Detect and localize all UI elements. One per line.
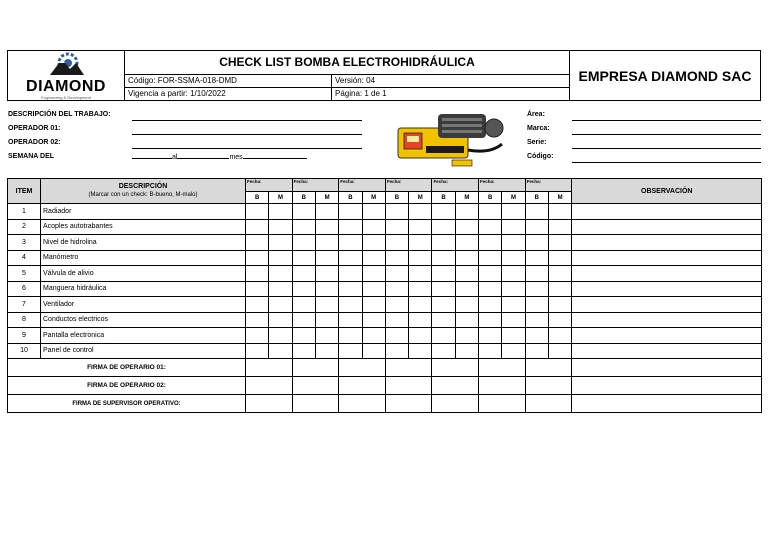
check-b-cell[interactable]	[432, 219, 455, 235]
check-b-cell[interactable]	[525, 343, 548, 359]
check-m-cell[interactable]	[548, 312, 571, 328]
table-row	[8, 297, 762, 313]
signature-observation[interactable]	[572, 359, 762, 377]
operador2-line[interactable]	[132, 148, 362, 149]
check-m-cell[interactable]	[502, 235, 525, 251]
observation-cell[interactable]	[572, 219, 762, 235]
check-b-cell[interactable]	[385, 235, 408, 251]
check-b-cell[interactable]	[479, 219, 502, 235]
check-b-cell[interactable]	[292, 297, 315, 313]
table-row	[8, 204, 762, 220]
table-row	[8, 219, 762, 235]
check-b-cell[interactable]	[525, 297, 548, 313]
marca-label: Marca:	[527, 125, 550, 132]
check-b-cell[interactable]	[525, 266, 548, 282]
check-b-cell[interactable]	[479, 343, 502, 359]
signature-observation[interactable]	[572, 377, 762, 395]
check-m-cell[interactable]	[362, 204, 385, 220]
check-m-cell[interactable]	[269, 266, 292, 282]
check-b-cell[interactable]	[479, 328, 502, 344]
table-row	[8, 281, 762, 297]
check-m-cell[interactable]	[548, 328, 571, 344]
fecha-header[interactable]: Fecha:	[525, 179, 572, 192]
b-header: B	[246, 192, 269, 204]
signature-cell[interactable]	[292, 395, 339, 413]
fecha-header[interactable]: Fecha:	[479, 179, 526, 192]
check-m-cell[interactable]	[269, 297, 292, 313]
item-number: 4	[8, 250, 41, 266]
signature-cell[interactable]	[385, 359, 432, 377]
check-b-cell[interactable]	[292, 266, 315, 282]
check-m-cell[interactable]	[502, 219, 525, 235]
check-b-cell[interactable]	[339, 297, 362, 313]
signature-observation[interactable]	[572, 395, 762, 413]
document-title: CHECK LIST BOMBA ELECTROHIDRÁULICA	[125, 51, 570, 75]
diamond-logo-icon	[46, 51, 86, 77]
m-header: M	[409, 192, 432, 204]
check-b-cell[interactable]	[246, 204, 269, 220]
check-b-cell[interactable]	[339, 235, 362, 251]
check-b-cell[interactable]	[246, 281, 269, 297]
check-b-cell[interactable]	[246, 328, 269, 344]
m-header: M	[362, 192, 385, 204]
check-b-cell[interactable]	[479, 297, 502, 313]
area-label: Área:	[527, 111, 545, 118]
check-m-cell[interactable]	[502, 312, 525, 328]
check-m-cell[interactable]	[548, 250, 571, 266]
logo-cell	[8, 51, 125, 101]
signature-cell[interactable]	[246, 377, 293, 395]
serie-label: Serie:	[527, 139, 547, 146]
check-b-cell[interactable]	[246, 219, 269, 235]
check-m-cell[interactable]	[315, 328, 338, 344]
check-m-cell[interactable]	[362, 328, 385, 344]
check-m-cell[interactable]	[362, 235, 385, 251]
check-b-cell[interactable]	[385, 297, 408, 313]
check-b-cell[interactable]	[246, 235, 269, 251]
check-b-cell[interactable]	[246, 312, 269, 328]
check-b-cell[interactable]	[479, 235, 502, 251]
item-header: ITEM	[8, 179, 41, 204]
semana-fields[interactable]	[132, 154, 307, 161]
m-header: M	[548, 192, 571, 204]
document-version: Versión: 04	[332, 74, 570, 87]
check-m-cell[interactable]	[455, 297, 478, 313]
check-b-cell[interactable]	[525, 235, 548, 251]
observation-cell[interactable]	[572, 328, 762, 344]
check-b-cell[interactable]	[525, 328, 548, 344]
table-row	[8, 312, 762, 328]
item-number: 6	[8, 281, 41, 297]
check-m-cell[interactable]	[455, 266, 478, 282]
document-code: Código: FOR-SSMA-018-DMD	[125, 74, 332, 87]
check-b-cell[interactable]	[479, 250, 502, 266]
check-b-cell[interactable]	[525, 312, 548, 328]
check-m-cell[interactable]	[269, 343, 292, 359]
check-m-cell[interactable]	[502, 266, 525, 282]
check-m-cell[interactable]	[269, 328, 292, 344]
signature-cell[interactable]	[525, 359, 572, 377]
check-m-cell[interactable]	[315, 312, 338, 328]
check-b-cell[interactable]	[385, 204, 408, 220]
check-b-cell[interactable]	[246, 297, 269, 313]
check-m-cell[interactable]	[362, 312, 385, 328]
check-m-cell[interactable]	[455, 281, 478, 297]
check-b-cell[interactable]	[432, 281, 455, 297]
check-b-cell[interactable]	[292, 235, 315, 251]
signature-cell[interactable]	[385, 377, 432, 395]
check-b-cell[interactable]	[432, 204, 455, 220]
signature-cell[interactable]	[339, 395, 386, 413]
check-m-cell[interactable]	[315, 219, 338, 235]
checklist-table	[7, 178, 762, 413]
item-description: Manguera hidráulica	[41, 281, 246, 297]
check-b-cell[interactable]	[339, 312, 362, 328]
check-b-cell[interactable]	[432, 297, 455, 313]
operador2-label: OPERADOR 02:	[8, 139, 61, 146]
signature-cell[interactable]	[432, 377, 479, 395]
observation-cell[interactable]	[572, 312, 762, 328]
check-m-cell[interactable]	[362, 343, 385, 359]
check-b-cell[interactable]	[525, 250, 548, 266]
table-row	[8, 266, 762, 282]
check-m-cell[interactable]	[548, 297, 571, 313]
check-m-cell[interactable]	[455, 250, 478, 266]
check-m-cell[interactable]	[548, 219, 571, 235]
descripcion-label: DESCRIPCIÓN DEL TRABAJO:	[8, 111, 111, 118]
signature-cell[interactable]	[385, 395, 432, 413]
item-number: 2	[8, 219, 41, 235]
check-m-cell[interactable]	[548, 281, 571, 297]
check-b-cell[interactable]	[339, 266, 362, 282]
m-header: M	[502, 192, 525, 204]
check-b-cell[interactable]	[292, 204, 315, 220]
item-description: Panel de control	[41, 343, 246, 359]
check-m-cell[interactable]	[455, 343, 478, 359]
company-name: EMPRESA DIAMOND SAC	[570, 51, 761, 101]
check-b-cell[interactable]	[432, 328, 455, 344]
check-b-cell[interactable]	[339, 328, 362, 344]
check-m-cell[interactable]	[409, 250, 432, 266]
document-vigencia: Vigencia a partir: 1/10/2022	[125, 87, 332, 100]
check-b-cell[interactable]	[246, 266, 269, 282]
check-b-cell[interactable]	[479, 204, 502, 220]
observation-cell[interactable]	[572, 281, 762, 297]
check-b-cell[interactable]	[292, 312, 315, 328]
item-number: 9	[8, 328, 41, 344]
check-b-cell[interactable]	[432, 250, 455, 266]
check-b-cell[interactable]	[432, 266, 455, 282]
item-number: 5	[8, 266, 41, 282]
check-b-cell[interactable]	[479, 266, 502, 282]
observation-cell[interactable]	[572, 343, 762, 359]
check-m-cell[interactable]	[269, 250, 292, 266]
codigo-line[interactable]	[572, 162, 761, 163]
codigo-label: Código:	[527, 153, 554, 160]
item-number: 10	[8, 343, 41, 359]
check-m-cell[interactable]	[269, 219, 292, 235]
check-m-cell[interactable]	[409, 297, 432, 313]
check-b-cell[interactable]	[292, 328, 315, 344]
check-m-cell[interactable]	[455, 235, 478, 251]
fecha-header[interactable]: Fecha:	[292, 179, 339, 192]
check-m-cell[interactable]	[269, 312, 292, 328]
check-b-cell[interactable]	[385, 312, 408, 328]
table-row	[8, 250, 762, 266]
check-b-cell[interactable]	[432, 312, 455, 328]
operador1-label: OPERADOR 01:	[8, 125, 61, 132]
signature-cell[interactable]	[246, 395, 293, 413]
check-m-cell[interactable]	[455, 312, 478, 328]
item-number: 1	[8, 204, 41, 220]
check-b-cell[interactable]	[432, 343, 455, 359]
signature-cell[interactable]	[339, 359, 386, 377]
check-b-cell[interactable]	[339, 219, 362, 235]
check-m-cell[interactable]	[409, 266, 432, 282]
item-number: 3	[8, 235, 41, 251]
signature-cell[interactable]	[479, 377, 526, 395]
check-m-cell[interactable]	[315, 297, 338, 313]
item-description: Válvula de alivio	[41, 266, 246, 282]
serie-line[interactable]	[572, 148, 761, 149]
check-m-cell[interactable]	[269, 204, 292, 220]
semana-label: SEMANA DEL	[8, 153, 55, 160]
check-m-cell[interactable]	[548, 266, 571, 282]
check-m-cell[interactable]	[362, 250, 385, 266]
firma-operario-02: FIRMA DE OPERARIO 02:	[8, 377, 246, 395]
check-b-cell[interactable]	[432, 235, 455, 251]
check-m-cell[interactable]	[315, 281, 338, 297]
m-header: M	[315, 192, 338, 204]
check-m-cell[interactable]	[315, 266, 338, 282]
fecha-header[interactable]: Fecha:	[246, 179, 293, 192]
check-m-cell[interactable]	[548, 204, 571, 220]
check-b-cell[interactable]	[246, 250, 269, 266]
check-m-cell[interactable]	[502, 297, 525, 313]
semana-al: al	[172, 154, 178, 161]
description-title: DESCRIPCIÓN	[118, 183, 168, 190]
item-description: Nivel de hidrolina	[41, 235, 246, 251]
check-m-cell[interactable]	[362, 297, 385, 313]
b-header: B	[292, 192, 315, 204]
signature-cell[interactable]	[479, 359, 526, 377]
signature-cell[interactable]	[339, 377, 386, 395]
check-m-cell[interactable]	[315, 235, 338, 251]
fecha-header[interactable]: Fecha:	[385, 179, 432, 192]
check-m-cell[interactable]	[362, 281, 385, 297]
check-m-cell[interactable]	[455, 204, 478, 220]
area-line[interactable]	[572, 120, 761, 121]
check-b-cell[interactable]	[292, 219, 315, 235]
m-header: M	[269, 192, 292, 204]
check-b-cell[interactable]	[246, 343, 269, 359]
m-header: M	[455, 192, 478, 204]
fecha-header[interactable]: Fecha:	[432, 179, 479, 192]
item-number: 7	[8, 297, 41, 313]
check-m-cell[interactable]	[548, 235, 571, 251]
check-b-cell[interactable]	[385, 281, 408, 297]
b-header: B	[479, 192, 502, 204]
b-header: B	[385, 192, 408, 204]
check-m-cell[interactable]	[362, 266, 385, 282]
check-m-cell[interactable]	[269, 235, 292, 251]
check-m-cell[interactable]	[502, 250, 525, 266]
item-description: Acoples autotrabantes	[41, 219, 246, 235]
header-table	[7, 50, 761, 101]
check-b-cell[interactable]	[525, 281, 548, 297]
logo-name: DIAMOND	[26, 78, 106, 95]
table-row	[8, 328, 762, 344]
observation-cell[interactable]	[572, 235, 762, 251]
check-m-cell[interactable]	[409, 312, 432, 328]
check-b-cell[interactable]	[339, 204, 362, 220]
check-m-cell[interactable]	[409, 281, 432, 297]
descripcion-line[interactable]	[132, 120, 362, 121]
firma-supervisor: FIRMA DE SUPERVISOR OPERATIVO:	[8, 395, 246, 413]
signature-cell[interactable]	[432, 359, 479, 377]
check-m-cell[interactable]	[409, 219, 432, 235]
check-m-cell[interactable]	[409, 328, 432, 344]
b-header: B	[432, 192, 455, 204]
check-b-cell[interactable]	[292, 250, 315, 266]
check-b-cell[interactable]	[385, 250, 408, 266]
observation-cell[interactable]	[572, 266, 762, 282]
check-b-cell[interactable]	[292, 281, 315, 297]
document-page: Página: 1 de 1	[332, 87, 570, 100]
observation-cell[interactable]	[572, 204, 762, 220]
check-m-cell[interactable]	[502, 281, 525, 297]
check-m-cell[interactable]	[455, 219, 478, 235]
description-header	[41, 179, 246, 204]
check-m-cell[interactable]	[315, 343, 338, 359]
table-row	[8, 343, 762, 359]
item-description: Ventilador	[41, 297, 246, 313]
item-description: Pantalla electronica	[41, 328, 246, 344]
check-m-cell[interactable]	[315, 250, 338, 266]
b-header: B	[525, 192, 548, 204]
signature-rows	[8, 359, 762, 413]
check-m-cell[interactable]	[455, 328, 478, 344]
check-m-cell[interactable]	[409, 204, 432, 220]
b-header: B	[339, 192, 362, 204]
check-b-cell[interactable]	[339, 343, 362, 359]
operador1-line[interactable]	[132, 134, 362, 135]
check-b-cell[interactable]	[479, 312, 502, 328]
check-m-cell[interactable]	[362, 219, 385, 235]
signature-cell[interactable]	[479, 395, 526, 413]
item-rows	[8, 204, 762, 359]
observation-header: OBSERVACIÓN	[572, 179, 762, 204]
check-b-cell[interactable]	[339, 281, 362, 297]
item-description: Manómetro	[41, 250, 246, 266]
item-description: Conductos electricos	[41, 312, 246, 328]
check-b-cell[interactable]	[385, 343, 408, 359]
description-subtitle: (Marcar con un check: B-bueno, M-malo)	[88, 192, 198, 198]
check-b-cell[interactable]	[385, 219, 408, 235]
fecha-header[interactable]: Fecha:	[339, 179, 386, 192]
pump-image	[390, 106, 514, 168]
check-b-cell[interactable]	[385, 266, 408, 282]
check-b-cell[interactable]	[479, 281, 502, 297]
signature-cell[interactable]	[292, 377, 339, 395]
check-m-cell[interactable]	[409, 235, 432, 251]
check-b-cell[interactable]	[525, 204, 548, 220]
item-number: 8	[8, 312, 41, 328]
observation-cell[interactable]	[572, 250, 762, 266]
check-m-cell[interactable]	[315, 204, 338, 220]
check-m-cell[interactable]	[502, 328, 525, 344]
check-b-cell[interactable]	[339, 250, 362, 266]
item-description: Radiador	[41, 204, 246, 220]
semana-mes: mes	[229, 154, 243, 161]
check-m-cell[interactable]	[502, 343, 525, 359]
signature-cell[interactable]	[292, 359, 339, 377]
check-m-cell[interactable]	[269, 281, 292, 297]
check-b-cell[interactable]	[385, 328, 408, 344]
check-m-cell[interactable]	[409, 343, 432, 359]
marca-line[interactable]	[572, 134, 761, 135]
observation-cell[interactable]	[572, 297, 762, 313]
check-b-cell[interactable]	[292, 343, 315, 359]
table-row	[8, 235, 762, 251]
firma-operario-01: FIRMA DE OPERARIO 01:	[8, 359, 246, 377]
signature-cell[interactable]	[525, 377, 572, 395]
check-b-cell[interactable]	[525, 219, 548, 235]
check-m-cell[interactable]	[502, 204, 525, 220]
check-m-cell[interactable]	[548, 343, 571, 359]
signature-cell[interactable]	[246, 359, 293, 377]
logo-tagline: Engineering & Development	[41, 95, 91, 100]
signature-cell[interactable]	[432, 395, 479, 413]
signature-cell[interactable]	[525, 395, 572, 413]
